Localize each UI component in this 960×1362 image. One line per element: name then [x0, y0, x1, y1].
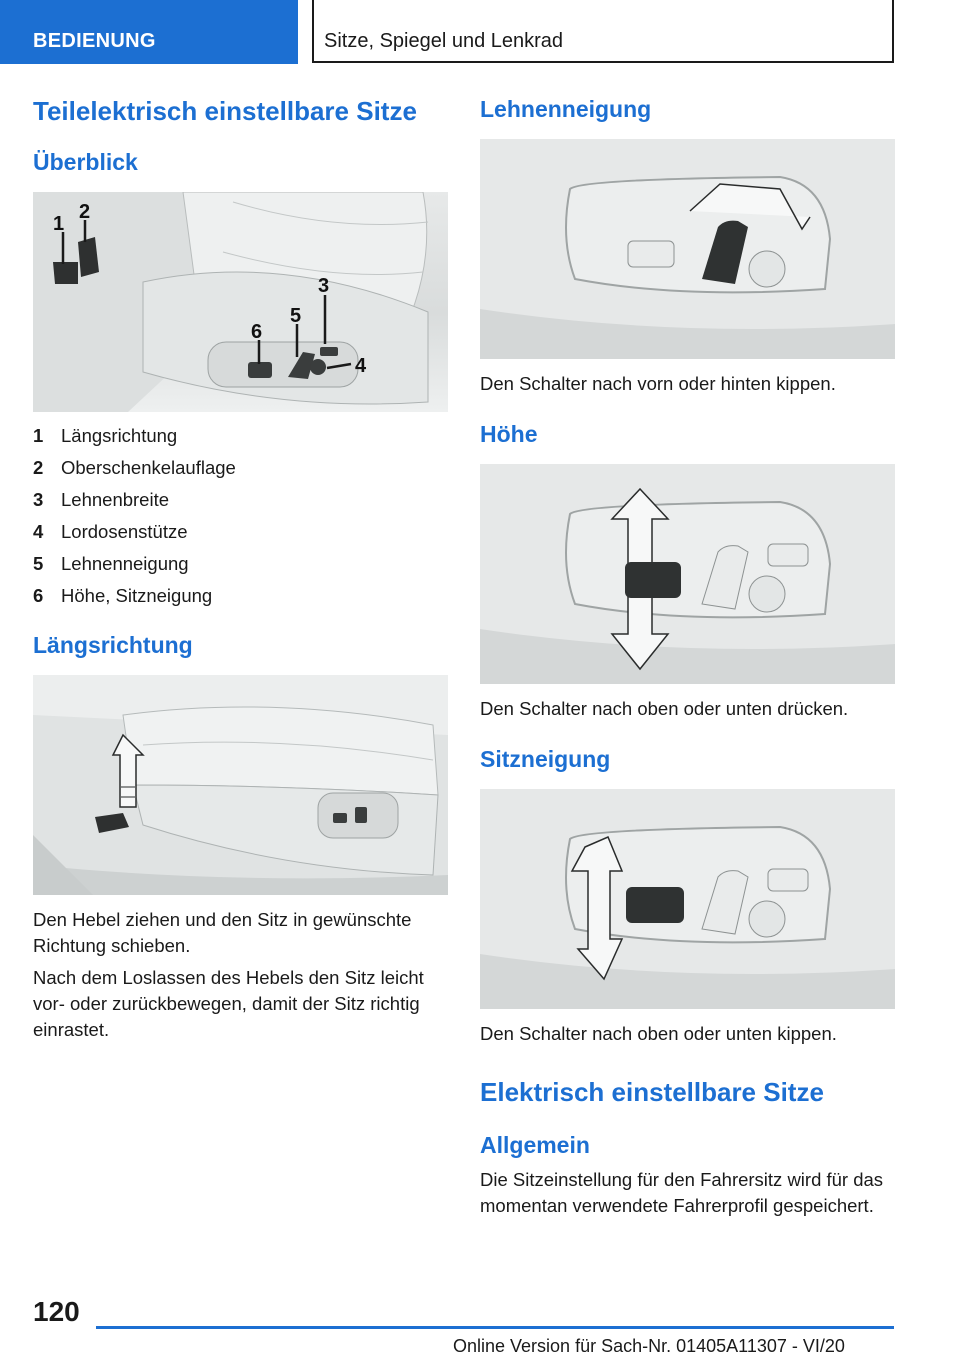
callout-4: 4: [355, 355, 367, 377]
tilt-instruction: Den Schalter nach oben oder unten kippen.: [480, 1023, 837, 1044]
height-instruction: Den Schalter nach oben oder unten drücken.: [480, 698, 849, 719]
tilt-heading: Sitzneigung: [480, 746, 611, 772]
page-title: Teilelektrisch einstellbare Sitze: [33, 96, 417, 126]
backrest-figure: [480, 139, 895, 359]
general-text: Die Sitzeinstellung für den Fahrersitz wird für das momentan verwendete Fahrerprofil gespeichert.: [480, 1169, 884, 1216]
chapter-label: Sitze, Spiegel und Lenkrad: [324, 30, 564, 52]
chapter-header: [312, 0, 894, 63]
legend-item: 5 Lehnenneigung: [33, 553, 189, 574]
legend-item: 2 Oberschenkelauflage: [33, 457, 236, 478]
longitudinal-instruction-1: Den Hebel ziehen und den Sitz in gewünschte Richtung schieben.: [33, 909, 412, 956]
footer-version: Online Version für Sach-Nr. 01405A11307 - VI/20: [453, 1336, 845, 1356]
tilt-figure: [480, 789, 895, 1009]
height-heading: Höhe: [480, 421, 538, 447]
height-figure: [480, 464, 895, 684]
legend-item: 1 Längsrichtung: [33, 425, 178, 446]
callout-1: 1: [53, 213, 65, 235]
right-column: [480, 96, 895, 1219]
left-column: [33, 96, 448, 1043]
footer-divider: [96, 1326, 894, 1329]
callout-5: 5: [290, 305, 302, 327]
overview-figure: [33, 192, 448, 412]
longitudinal-figure: [33, 675, 448, 895]
page-number: 120: [33, 1296, 80, 1327]
longitudinal-heading: Längsrichtung: [33, 632, 193, 658]
backrest-instruction: Den Schalter nach vorn oder hinten kippen.: [480, 373, 836, 394]
callout-legend: [33, 420, 448, 612]
legend-item: 6 Höhe, Sitzneigung: [33, 585, 213, 606]
electric-seats-title: Elektrisch einstellbare Sitze: [480, 1077, 824, 1107]
general-heading: Allgemein: [480, 1132, 590, 1158]
longitudinal-instruction-2: Nach dem Loslassen des Hebels den Sitz leicht vor- oder zurückbewegen, damit der Sitz richtig einrastet.: [33, 967, 424, 1040]
section-label: BEDIENUNG: [33, 30, 156, 52]
section-tab[interactable]: [0, 0, 298, 64]
callout-3: 3: [318, 275, 330, 297]
legend-item: 4 Lordosenstütze: [33, 521, 188, 542]
backrest-heading: Lehnenneigung: [480, 96, 652, 122]
overview-heading: Überblick: [33, 149, 138, 175]
callout-6: 6: [251, 321, 263, 343]
callout-2: 2: [79, 201, 91, 223]
legend-item: 3 Lehnenbreite: [33, 489, 170, 510]
